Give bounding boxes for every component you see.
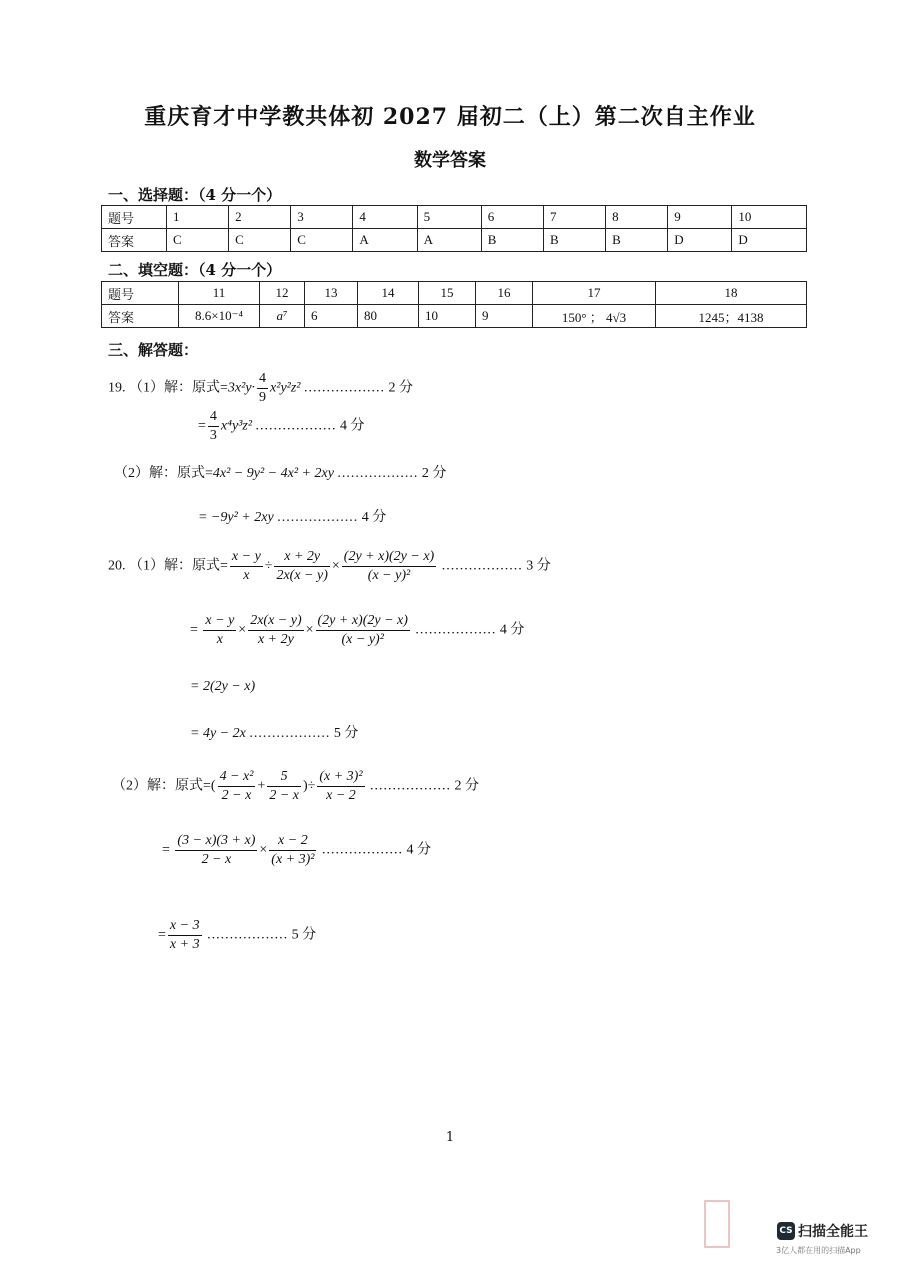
q20-line7 [158,917,316,954]
dot-leader: .................. [441,558,523,574]
table-cell: 9 [476,305,533,328]
q20-line5: （2）解：原式=( $\frac{\text{4 − x²}}{2 - x}$ + $\frac{5}{2 - x}$ )÷ $\frac{\text{(x + 3)²}}{x - 2}$ .................. 2 分 [112,769,480,803]
fraction-numerator: x − 2 [269,832,316,851]
dot-leader: .................. [249,726,331,741]
q19-line4 [198,506,386,526]
table-cell: A [353,229,417,252]
table-cell: 5 [417,206,481,229]
fraction [218,768,256,805]
fraction-denominator: x [243,568,250,583]
table-cell: 8.6×10⁻⁴ [179,305,260,328]
page-subtitle: 数学答案 [414,150,486,171]
equals-sign: = [190,622,198,638]
fraction [248,612,303,649]
table-cell: A [417,229,481,252]
table-cell: 18 [656,282,807,305]
table-cell: 答案 [102,229,167,252]
dot-leader: .................. [207,927,289,943]
table-cell: D [732,229,807,252]
table-cell: B [606,229,668,252]
fraction-numerator: 4 − x² [218,768,256,787]
table-cell: C [229,229,291,252]
score-label: 4 分 [361,510,387,525]
table-cell: 9 [668,206,732,229]
table-row [102,229,807,252]
fraction [168,917,202,954]
fraction [257,370,268,407]
q20-line2: = $\frac{x - y}{x}$ × $\frac{2x(x - y)}{x + 2y}$ × $\frac{(2y + x)(2y - x)}{\text{(x − y)²}}$ .................. 4 分 [190,613,525,647]
fraction-denominator: 2 − x [221,788,252,803]
table-cell: 6 [305,305,358,328]
fraction-denominator: x − 2 [326,788,356,803]
fraction-denominator: x + 3 [169,937,200,952]
part-label: （1）解：原式= [129,558,228,574]
fraction-numerator: (2y + x)(2y − x) [342,548,436,567]
table-cell: 150° ； 4√3 [533,305,656,328]
question-number: 20. [108,558,126,574]
q19-line1 [108,370,413,407]
fraction-denominator: 3 [209,428,217,443]
table-cell: 15 [419,282,476,305]
table-cell: 7 [543,206,605,229]
fraction [175,832,257,869]
fraction-denominator: x [216,632,223,647]
watermark-logo-icon [704,1200,730,1248]
table-cell: 1245；4138 [656,305,807,328]
dot-leader: .................. [277,510,359,525]
fraction-numerator: 4 [257,370,268,389]
score-label: 5 分 [333,726,359,741]
table-cell: 6 [481,206,543,229]
table-cell: 14 [358,282,419,305]
math-expression: x²y²z² [270,380,301,396]
table-cell: 3 [291,206,353,229]
fraction-denominator: 2x(x − y) [276,568,328,583]
question-number: 19. [108,380,126,396]
table-cell: 题号 [102,206,167,229]
table-cell: 80 [358,305,419,328]
dot-leader: .................. [415,622,497,638]
table-cell: C [291,229,353,252]
fraction-denominator: (x − y)² [367,568,411,583]
q19-line3 [114,462,446,482]
fraction-numerator: (2y + x)(2y − x) [316,612,410,631]
table-cell: 题号 [102,282,179,305]
fraction-numerator: x − y [203,612,236,631]
table-cell: a⁷ [260,305,305,328]
q20-line3: = 2(2y − x) [190,679,256,694]
table-cell: 12 [260,282,305,305]
fraction-denominator: (x + 3)² [271,852,315,867]
fraction-denominator: 9 [259,390,267,405]
table-cell: 8 [606,206,668,229]
table-cell: 17 [533,282,656,305]
fill-answer-table [101,281,807,328]
score-label: 2 分 [421,466,447,481]
q20-line4 [190,722,358,742]
score-label: 4 分 [340,418,365,434]
fraction-denominator: 2 − x [269,788,299,803]
fraction-numerator: (x + 3)² [317,768,364,787]
fraction-numerator: 2x(x − y) [248,612,303,631]
fraction-denominator: x + 2y [257,632,294,647]
choice-answer-table [101,205,807,252]
dot-leader: .................. [337,466,419,481]
table-cell: 2 [229,206,291,229]
fraction [203,612,236,649]
fraction [267,768,301,805]
math-expression: = −9y² + 2xy [198,510,274,525]
table-cell: B [543,229,605,252]
page-number: 1 [445,1130,455,1145]
section-solve-heading: 三、解答题： [108,341,199,359]
equals-sign: = [198,418,206,434]
table-cell: 1 [167,206,229,229]
q20-line1: 20. （1）解：原式= $\frac{x - y}{x}$ ÷ $\frac{x + 2y}{2x(x - y)}$ × $\frac{(2y + x)(2y - x)}{\text{(x − y)²}}$ .................. 3 分 [108,549,551,583]
math-expression: 4x² − 9y² − 4x² + 2xy [212,466,334,481]
table-cell: 13 [305,282,358,305]
q20-line6: = $\frac{(3 - x)(3 + x)}{2 - x}$ × $\frac{x - 2}{\text{(x + 3)²}}$ .................. 4 分 [162,833,431,867]
math-expression: 3x²y· [227,380,256,396]
part-label: （2）解：原式= [114,466,213,481]
table-cell: 16 [476,282,533,305]
fraction [230,548,263,585]
dot-leader: .................. [304,380,385,396]
scanner-logo-icon: CS [777,1222,795,1240]
fraction-numerator: 4 [208,408,219,427]
fraction-denominator: 2 − x [201,852,232,867]
equals-sign: = [158,927,166,943]
table-cell: 10 [732,206,807,229]
section-choice-heading: 一、选择题：（4 分一个） [108,186,282,204]
table-cell: D [668,229,732,252]
fraction [208,408,219,445]
score-label: 2 分 [388,380,413,396]
table-cell: B [481,229,543,252]
score-label: 5 分 [291,927,317,943]
part-label: （2）解：原式=( [112,778,216,794]
fraction-denominator: (x − y)² [341,632,384,647]
fraction [274,548,329,585]
fraction [317,768,364,805]
fraction-numerator: (3 − x)(3 + x) [175,832,257,851]
fraction-numerator: x − y [230,548,263,567]
dot-leader: .................. [321,842,403,858]
score-label: 3 分 [526,558,551,574]
score-label: 2 分 [454,778,480,794]
fraction-numerator: x + 2y [274,548,329,567]
table-cell: 10 [419,305,476,328]
scanner-tagline: 3亿人都在用的扫描App [776,1246,861,1255]
q19-line2 [198,408,365,445]
math-expression: = 4y − 2x [190,726,246,741]
table-row [102,305,807,328]
score-label: 4 分 [406,842,431,858]
page-title: 重庆育才中学教共体初 2027 届初二（上）第二次自主作业 [144,104,756,130]
fraction [316,612,410,649]
table-cell: C [167,229,229,252]
table-cell: 4 [353,206,417,229]
part-label: （1）解：原式= [129,380,228,396]
table-cell: 答案 [102,305,179,328]
scanner-name: 扫描全能王 [798,1224,868,1240]
dot-leader: .................. [370,778,452,794]
fraction-numerator: 5 [267,768,301,787]
table-row [102,282,807,305]
fraction-numerator: x − 3 [168,917,202,936]
score-label: 4 分 [499,622,525,638]
table-cell: 11 [179,282,260,305]
dot-leader: .................. [255,418,337,434]
fraction [269,832,316,869]
section-fill-heading: 二、填空题：（4 分一个） [108,261,282,279]
math-expression: x⁴y³z² [220,418,253,434]
fraction [342,548,436,585]
equals-sign: = [162,842,170,858]
table-row [102,206,807,229]
